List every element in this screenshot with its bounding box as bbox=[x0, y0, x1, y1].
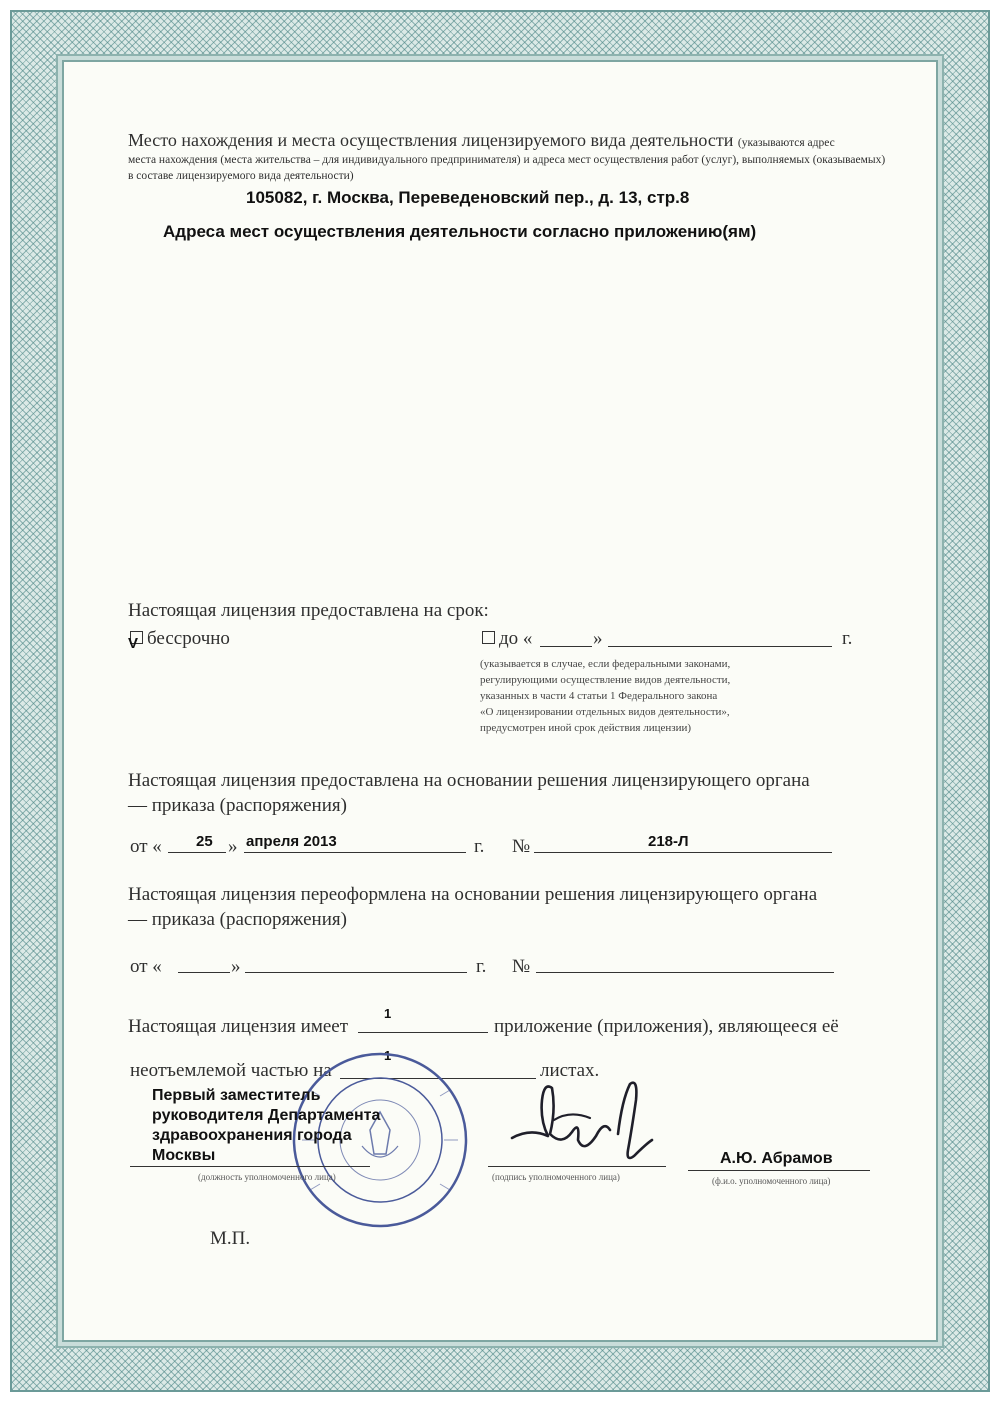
signer-position-line3: здравоохранения города bbox=[152, 1127, 352, 1144]
reissue-day-line bbox=[178, 972, 230, 973]
name-caption: (ф.и.о. уполномоченного лица) bbox=[712, 1176, 831, 1186]
appendix-count-line bbox=[358, 1032, 488, 1033]
term-unlimited-option bbox=[130, 628, 230, 650]
basis-close: » bbox=[228, 836, 238, 857]
term-note-line4: «О лицензировании отдельных видов деятельности», bbox=[480, 706, 730, 718]
until-checkbox bbox=[482, 631, 495, 644]
header-title: Место нахождения и места осуществления лицензируемого вида деятельности bbox=[128, 130, 734, 150]
term-note-line5: предусмотрен иной срок действия лицензии) bbox=[480, 722, 692, 734]
basis-from: от « bbox=[130, 836, 162, 857]
term-note bbox=[480, 656, 730, 736]
signer-name: А.Ю. Абрамов bbox=[720, 1150, 833, 1167]
header-note: (указываются адрес bbox=[737, 137, 835, 149]
reissue-number-line bbox=[536, 972, 834, 973]
name-line bbox=[688, 1170, 870, 1171]
signature-line bbox=[488, 1166, 666, 1167]
basis-line2: — приказа (распоряжения) bbox=[128, 795, 347, 816]
position-line bbox=[130, 1166, 370, 1167]
basis-number-line bbox=[534, 852, 832, 853]
signature-caption: (подпись уполномоченного лица) bbox=[492, 1172, 620, 1182]
basis-day-line bbox=[168, 852, 226, 853]
term-label: Настоящая лицензия предоставлена на срок: bbox=[128, 600, 489, 621]
appendix-sheets: 1 bbox=[384, 1048, 392, 1063]
reissue-no-label: № bbox=[512, 956, 531, 977]
basis-month-year: апреля 2013 bbox=[246, 833, 337, 850]
appendix-line2-prefix: неотъемлемой частью на bbox=[130, 1060, 332, 1081]
reissue-from: от « bbox=[130, 956, 162, 977]
basis-number: 218-Л bbox=[648, 833, 689, 850]
check-mark: V bbox=[128, 635, 139, 652]
seal-label: М.П. bbox=[210, 1228, 251, 1249]
term-until-prefix: до « bbox=[499, 628, 533, 649]
term-unlimited-label: бессрочно bbox=[147, 628, 230, 649]
address-note: Адреса мест осуществления деятельности согласно приложению(ям) bbox=[163, 222, 757, 241]
basis-line1: Настоящая лицензия предоставлена на основании решения лицензирующего органа bbox=[128, 770, 810, 791]
term-note-line3: указанных в части 4 статьи 1 Федерального закона bbox=[480, 690, 718, 702]
term-note-line2: регулирующими осуществление видов деятельности, bbox=[480, 674, 731, 686]
reissue-year-suffix: г. bbox=[476, 956, 487, 977]
signer-position-line1: Первый заместитель bbox=[152, 1087, 321, 1104]
term-until-option bbox=[482, 628, 532, 650]
appendix-count: 1 bbox=[384, 1006, 392, 1021]
basis-day: 25 bbox=[196, 833, 213, 850]
reissue-line1: Настоящая лицензия переоформлена на основании решения лицензирующего органа bbox=[128, 884, 818, 905]
reissue-line2: — приказа (распоряжения) bbox=[128, 909, 347, 930]
until-month-line bbox=[608, 646, 832, 647]
basis-no-label: № bbox=[512, 836, 531, 857]
term-year-suffix: г. bbox=[842, 628, 853, 649]
reissue-close: » bbox=[231, 956, 241, 977]
address: 105082, г. Москва, Переведеновский пер., д. 13, стр.8 bbox=[246, 188, 690, 207]
term-note-line1: (указывается в случае, если федеральными законами, bbox=[480, 658, 731, 670]
appendix-line1-prefix: Настоящая лицензия имеет bbox=[128, 1016, 349, 1037]
appendix-line1-suffix: приложение (приложения), являющееся её bbox=[494, 1016, 839, 1037]
basis-year-suffix: г. bbox=[474, 836, 485, 857]
signer-position bbox=[152, 1086, 380, 1166]
until-day-line bbox=[540, 646, 592, 647]
header-title-block bbox=[128, 130, 888, 151]
signer-position-line2: руководителя Департамента bbox=[152, 1107, 381, 1124]
reissue-month-line bbox=[245, 972, 467, 973]
basis-month-line bbox=[244, 852, 466, 853]
signer-position-line4: Москвы bbox=[152, 1147, 216, 1164]
position-caption: (должность уполномоченного лица) bbox=[198, 1172, 336, 1182]
term-until-mid: » bbox=[593, 628, 603, 649]
header-note-line3: в составе лицензируемого вида деятельности) bbox=[128, 170, 354, 182]
header-note-line2: места нахождения (места жительства – для индивидуального предпринимателя) и адреса мест осуществления работ (услуг), выполняемых (оказываемых) bbox=[128, 154, 886, 166]
appendix-line2-suffix: листах. bbox=[540, 1060, 600, 1081]
handwritten-signature bbox=[500, 1070, 670, 1170]
